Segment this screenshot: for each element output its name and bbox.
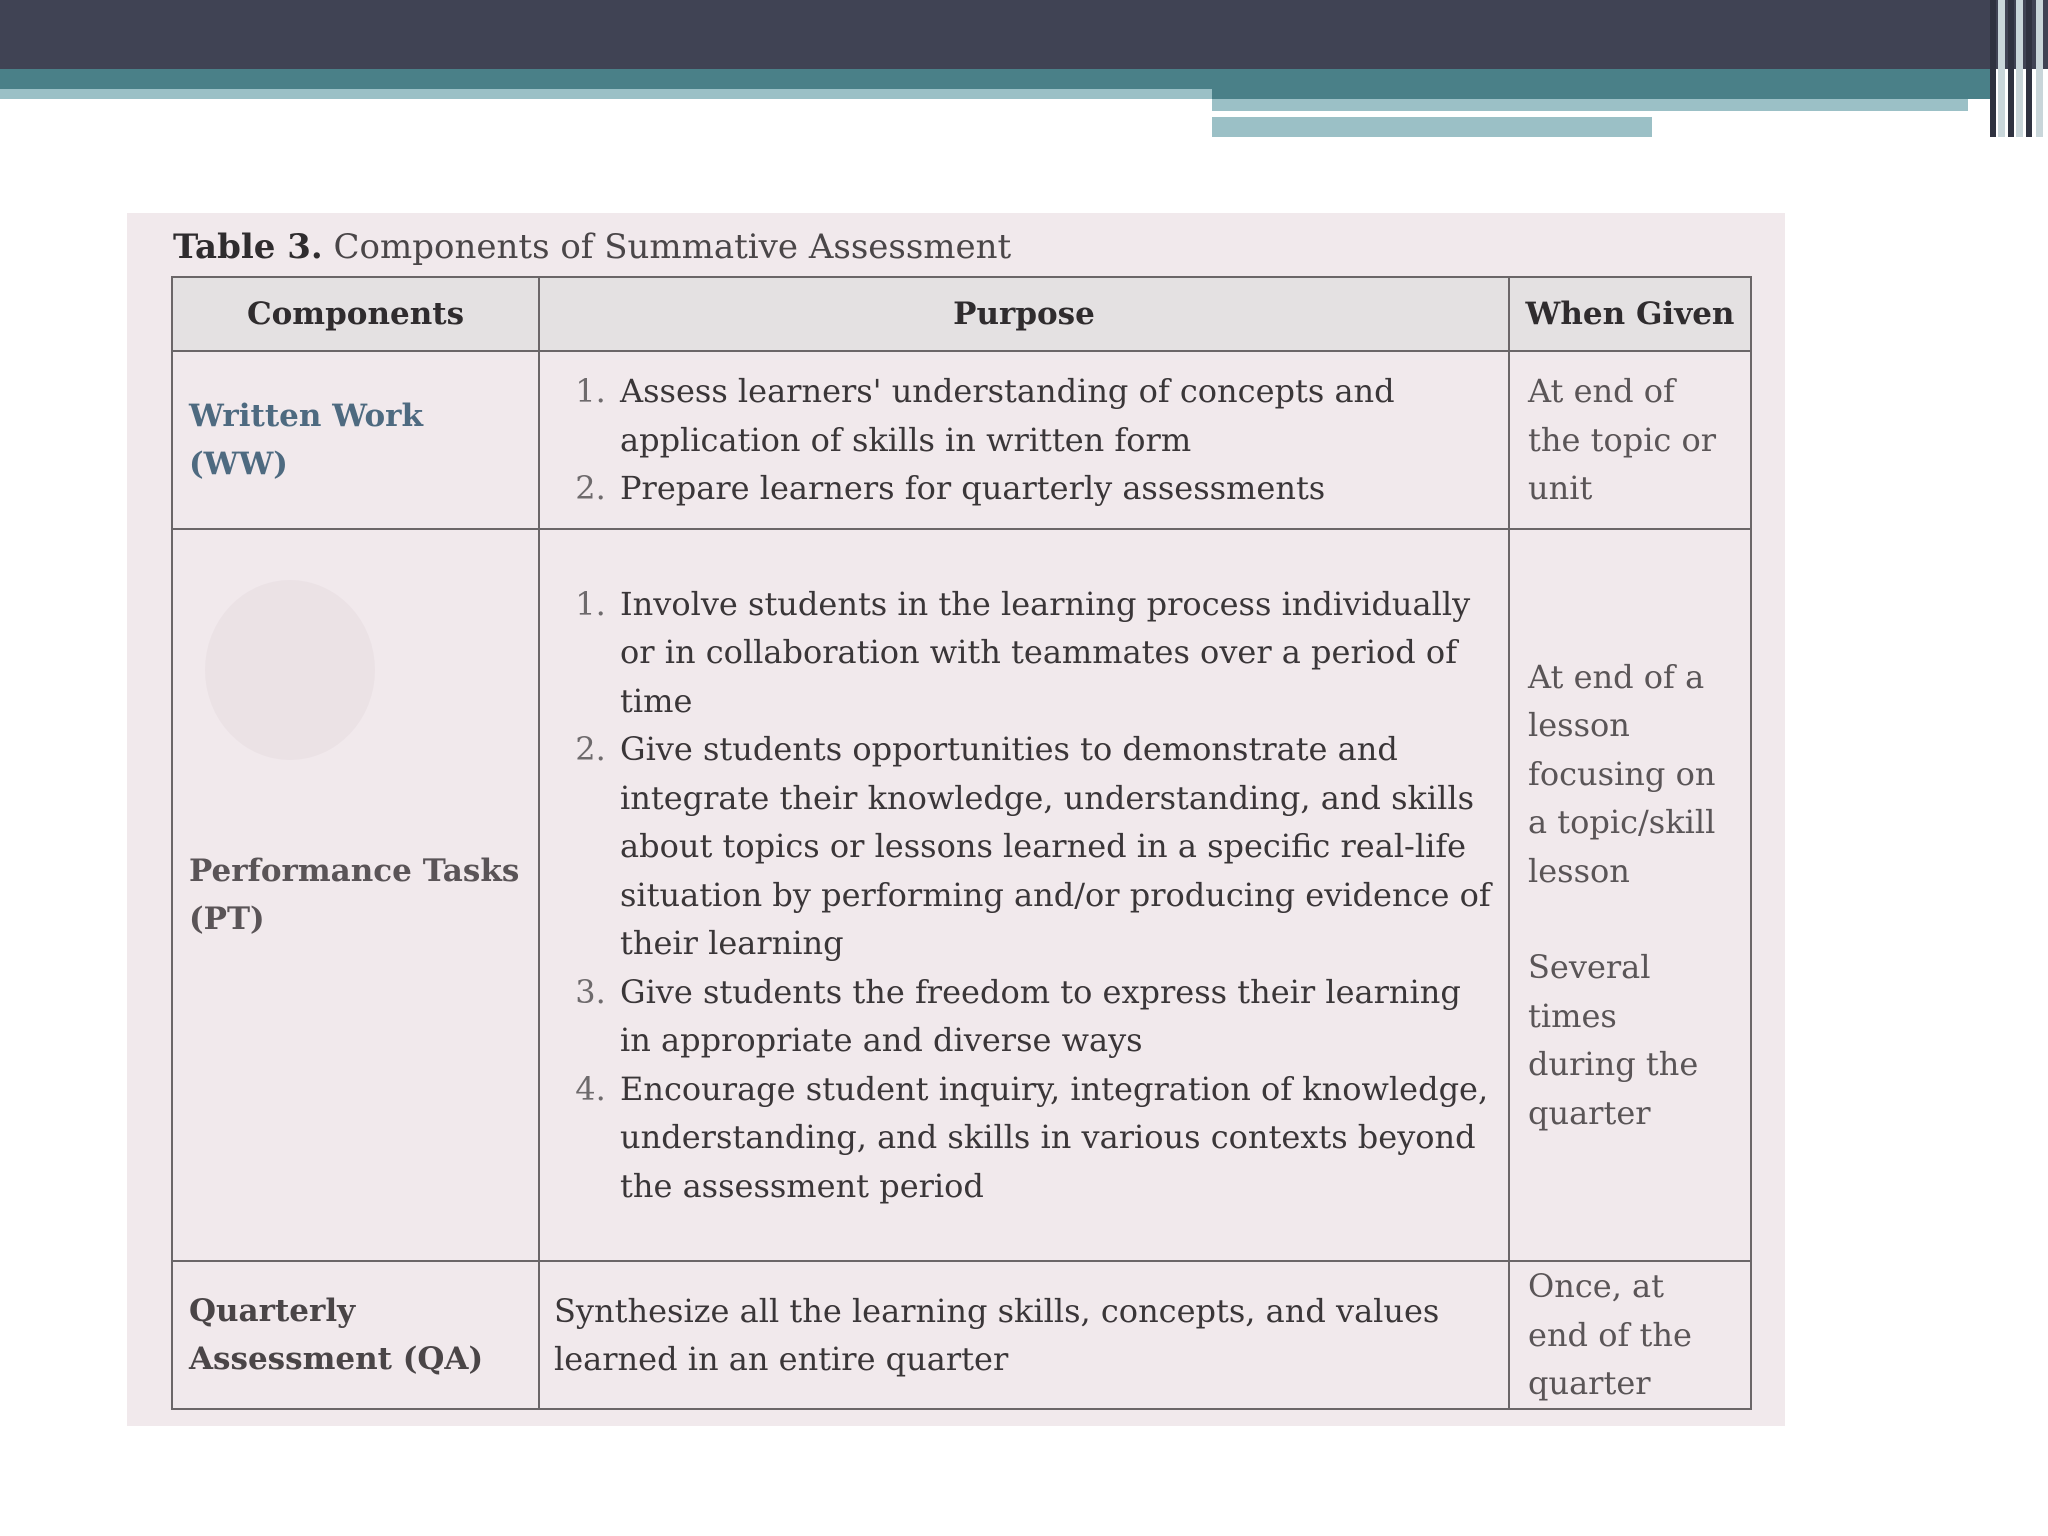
header-when-given: When Given: [1509, 277, 1751, 351]
purpose-item: 2. Prepare learners for quarterly assessments: [616, 464, 1494, 513]
table-title: Components of Summative Assessment: [333, 227, 1012, 267]
component-written-work: Written Work (WW): [172, 351, 539, 529]
table-label: Table 3.: [173, 227, 323, 267]
when-spacer: [1528, 895, 1732, 943]
purpose-performance-tasks: [539, 529, 1509, 1261]
component-performance-tasks: Performance Tasks (PT): [172, 529, 539, 1261]
purpose-list: [554, 580, 1494, 1211]
summative-assessment-table: [171, 276, 1752, 1410]
header-edge-stripe: [2026, 0, 2032, 137]
header-stripe-light: [0, 89, 1212, 99]
when-quarterly-assessment: [1509, 1261, 1751, 1409]
when-text: Once, at end of the quarter: [1528, 1267, 1692, 1403]
header-edge-stripe: [1990, 0, 1996, 137]
header-purpose: Purpose: [539, 277, 1509, 351]
purpose-item: 1. Involve students in the learning process individually or in collaboration with teammates over a period of time: [616, 580, 1494, 726]
table-row-quarterly-assessment: [172, 1261, 1751, 1409]
table-header-row: [172, 277, 1751, 351]
component-quarterly-assessment: Quarterly Assessment (QA): [172, 1261, 539, 1409]
table-row-performance-tasks: [172, 529, 1751, 1261]
scanned-table-image: [127, 213, 1785, 1426]
header-stripe-light-right-lower: [1212, 117, 1652, 137]
purpose-item: 1. Assess learners' understanding of concepts and application of skills in written form: [616, 367, 1494, 464]
when-text: Several times during the quarter: [1528, 948, 1699, 1132]
header-stripe-teal-right: [1212, 69, 1996, 99]
when-written-work: [1509, 351, 1751, 529]
when-performance-tasks: [1509, 529, 1751, 1261]
header-components: Components: [172, 277, 539, 351]
table-row-written-work: [172, 351, 1751, 529]
table-caption: [173, 227, 1011, 267]
purpose-item: 3. Give students the freedom to express their learning in appropriate and diverse ways: [616, 968, 1494, 1065]
header-edge-stripe: [1998, 0, 2005, 137]
when-text: At end of a lesson focusing on a topic/skill lesson: [1528, 657, 1716, 890]
when-text: At end of the topic or unit: [1528, 372, 1717, 508]
header-divider-short: [1652, 130, 2012, 138]
purpose-quarterly-assessment: Synthesize all the learning skills, concepts, and values learned in an entire quarter: [539, 1261, 1509, 1409]
header-edge-stripe: [2016, 0, 2023, 137]
header-edge-stripe: [2036, 0, 2043, 137]
purpose-item: 4. Encourage student inquiry, integration of knowledge, understanding, and skills in various contexts beyond the assessment period: [616, 1065, 1494, 1211]
purpose-item: 2. Give students opportunities to demonstrate and integrate their knowledge, understanding, and skills about topics or lessons learned in a specific real-life situation by performing and/or producing evidence of their learning: [616, 725, 1494, 968]
header-stripe-teal: [0, 69, 1212, 89]
header-stripe-light-right: [1212, 99, 1968, 111]
header-edge-stripe: [2008, 0, 2014, 137]
purpose-list: [554, 367, 1494, 513]
purpose-written-work: [539, 351, 1509, 529]
header-bar: [0, 0, 2048, 69]
